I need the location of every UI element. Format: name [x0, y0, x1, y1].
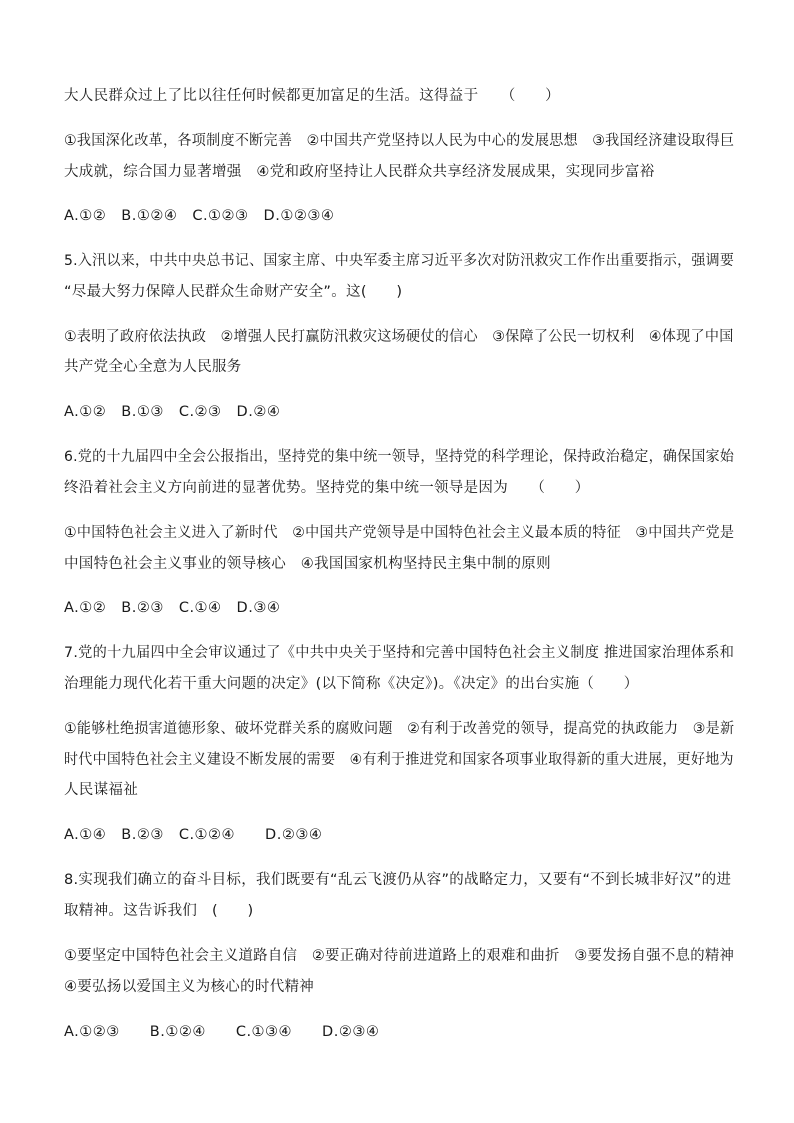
q5-statements-line-2: 共产党全心全意为人民服务	[64, 359, 242, 375]
q7-statements-line-3: 人民谋福祉	[64, 782, 138, 798]
q8-options: A.①②③ B.①②④ C.①③④ D.②③④	[64, 1024, 380, 1040]
q6-statements-line-1: ①中国特色社会主义进入了新时代 ②中国共产党领导是中国特色社会主义最本质的特征 ③中国共产党是	[64, 525, 735, 541]
q7-stem-line-1: 7.党的十九届四中全会审议通过了《中共中央关于坚持和完善中国特色社会主义制度 推进国家治理体系和	[64, 645, 735, 661]
q7-stem-line-2: 治理能力现代化若干重大问题的决定》(以下简称《决定》)。《决定》的出台实施（ ）	[64, 676, 639, 692]
q6-stem-line-1: 6.党的十九届四中全会公报指出，坚持党的集中统一领导，坚持党的科学理论，保持政治稳定，确保国家始	[64, 449, 735, 465]
q5-stem-line-1: 5.入汛以来，中共中央总书记、国家主席、中央军委主席习近平多次对防汛救灾工作作出重要指示，强调要	[64, 253, 735, 269]
q5-options: A.①② B.①③ C.②③ D.②④	[64, 404, 281, 420]
q7-options: A.①④ B.②③ C.①②④ D.②③④	[64, 827, 323, 843]
q6-statements-line-2: 中国特色社会主义事业的领导核心 ④我国国家机构坚持民主集中制的原则	[64, 556, 551, 572]
q5-statements-line-1: ①表明了政府依法执政 ②增强人民打赢防汛救灾这场硬仗的信心 ③保障了公民一切权利 ④体现了中国	[64, 329, 734, 345]
q8-stem-line-1: 8.实现我们确立的奋斗目标，我们既要有“乱云飞渡仍从容”的战略定力，又要有“不到长城非好汉”的进	[64, 872, 732, 888]
q6-stem-line-2: 终沿着社会主义方向前进的显著优势。坚持党的集中统一领导是因为 （ ）	[64, 480, 590, 496]
q4-options: A.①② B.①②④ C.①②③ D.①②③④	[64, 208, 335, 224]
q7-statements-line-1: ①能够杜绝损害道德形象、破坏党群关系的腐败问题 ②有利于改善党的领导，提高党的执政能力 ③是新	[64, 721, 735, 737]
q8-statements-line-1: ①要坚定中国特色社会主义道路自信 ②要正确对待前进道路上的艰难和曲折 ③要发扬自强不息的精神	[64, 948, 735, 964]
q5-stem-line-2: “尽最大努力保障人民群众生命财产安全”。这( )	[64, 284, 403, 300]
q7-statements-line-2: 时代中国特色社会主义建设不断发展的需要 ④有利于推进党和国家各项事业取得新的重大进展，更好地为	[64, 752, 734, 768]
q4-statements-line-2: 大成就，综合国力显著增强 ④党和政府坚持让人民群众共享经济发展成果，实现同步富裕	[64, 164, 655, 180]
q4-statements-line-1: ①我国深化改革，各项制度不断完善 ②中国共产党坚持以人民为中心的发展思想 ③我国经济建设取得巨	[64, 133, 735, 149]
q6-options: A.①② B.②③ C.①④ D.③④	[64, 600, 281, 616]
q4-stem-continuation: 大人民群众过上了比以往任何时候都更加富足的生活。这得益于 （ ）	[64, 88, 560, 104]
q8-stem-line-2: 取精神。这告诉我们 ( )	[64, 903, 254, 919]
q8-statements-line-2: ④要弘扬以爱国主义为核心的时代精神	[64, 979, 315, 995]
